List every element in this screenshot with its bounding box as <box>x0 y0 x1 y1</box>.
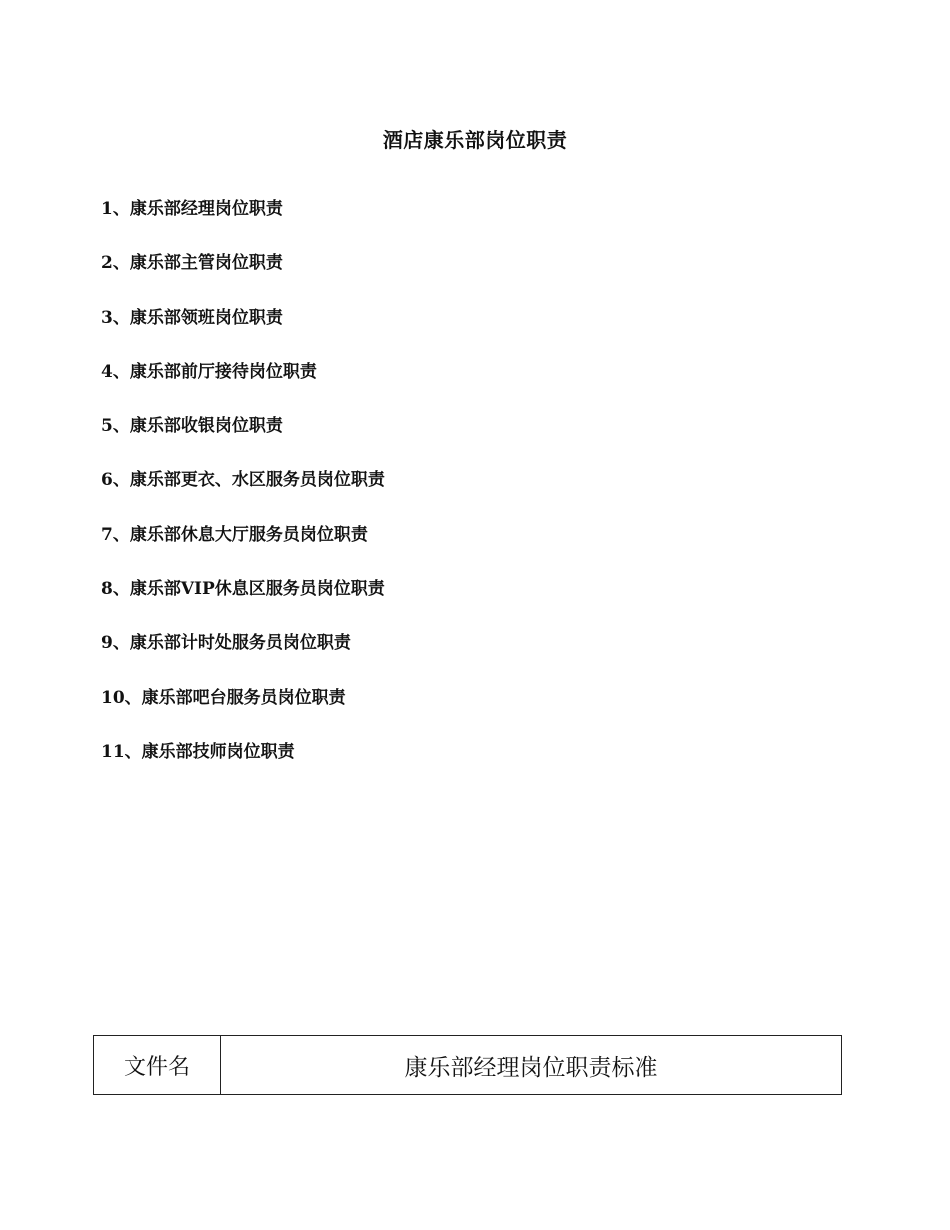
toc-item-8: 8、康乐部VIP休息区服务员岗位职责 <box>101 579 385 600</box>
toc-item-5: 5、康乐部收银岗位职责 <box>101 416 283 437</box>
toc-item-6: 6、康乐部更衣、水区服务员岗位职责 <box>101 470 385 491</box>
file-name-table <box>93 1035 842 1095</box>
document-title: 酒店康乐部岗位职责 <box>382 128 568 152</box>
toc-item-2: 2、康乐部主管岗位职责 <box>101 253 283 274</box>
file-name-value: 康乐部经理岗位职责标准 <box>404 1054 658 1081</box>
toc-item-10: 10、康乐部吧台服务员岗位职责 <box>101 687 346 708</box>
toc-item-7: 7、康乐部休息大厅服务员岗位职责 <box>101 524 368 545</box>
toc-item-3: 3、康乐部领班岗位职责 <box>101 307 283 328</box>
table-of-contents <box>101 196 385 793</box>
toc-item-9: 9、康乐部计时处服务员岗位职责 <box>101 633 351 654</box>
toc-item-4: 4、康乐部前厅接待岗位职责 <box>101 361 317 382</box>
toc-item-11: 11、康乐部技师岗位职责 <box>101 741 295 762</box>
toc-item-1: 1、康乐部经理岗位职责 <box>101 199 283 219</box>
file-name-label: 文件名 <box>94 1036 221 1094</box>
